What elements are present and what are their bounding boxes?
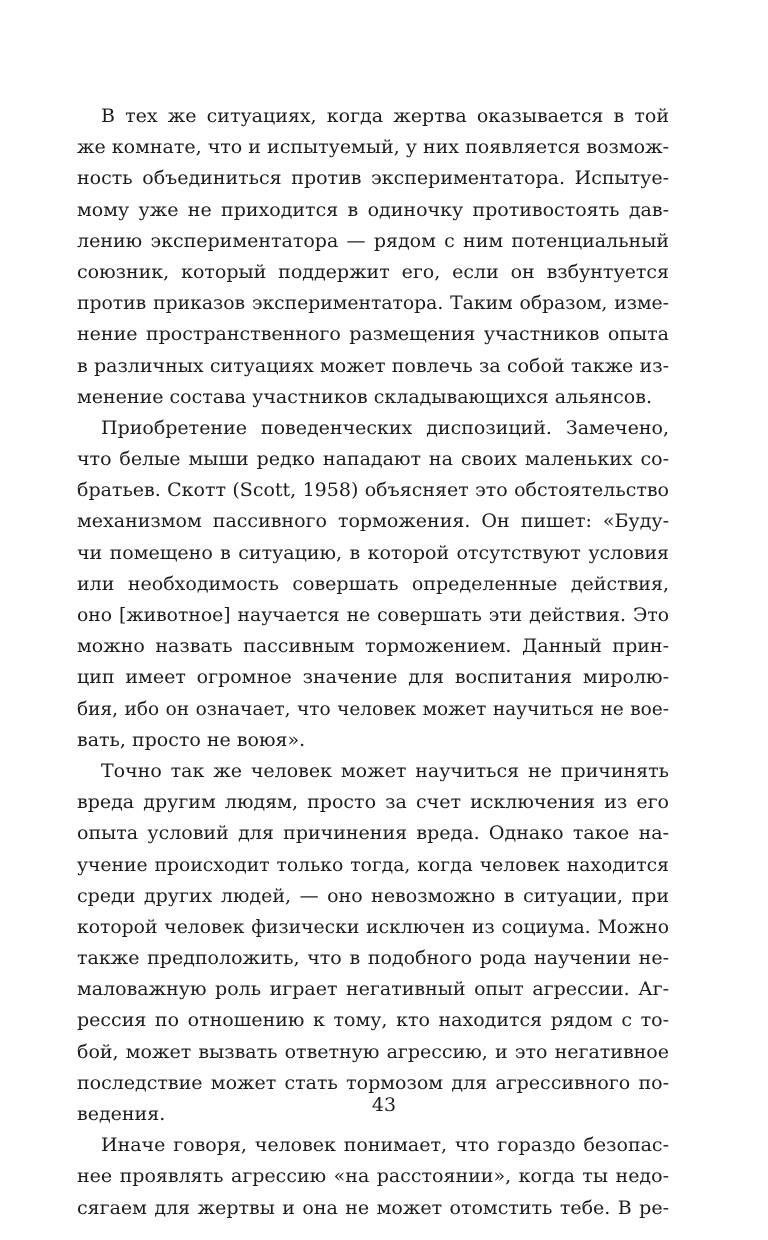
text-line: Иначе говоря, человек понимает, что гораздо безопас-	[101, 1134, 669, 1157]
text-line: вать, просто не воюя».	[77, 728, 306, 751]
text-line: маловажную роль играет негативный опыт агрессии. Аг-	[77, 978, 669, 1001]
text-line: также предположить, что в подобного рода научении не-	[77, 947, 669, 970]
text-line: последствие может стать тормозом для агрессивного по-	[77, 1071, 669, 1094]
text-line: можно назвать пассивным торможением. Данный прин-	[77, 635, 669, 658]
text-line: чи помещено в ситуацию, в которой отсутствуют условия	[77, 541, 669, 564]
text-line: лению экспериментатора — рядом с ним потенциальный	[77, 229, 669, 252]
page-number: 43	[371, 1094, 397, 1116]
text-line: учение происходит только тогда, когда человек находится	[77, 854, 669, 876]
text-line: механизмом пассивного торможения. Он пишет: «Буду-	[77, 510, 669, 533]
text-line: в различных ситуациях может повлечь за собой также из-	[77, 354, 669, 377]
text-line: нение пространственного размещения участников опыта	[77, 323, 669, 346]
text-line: что белые мыши редко нападают на своих маленьких со-	[77, 448, 669, 471]
text-line: среди других людей, — оно невозможно в ситуации, при	[77, 884, 669, 907]
text-line: бой, может вызвать ответную агрессию, и это негативное	[77, 1040, 669, 1063]
text-line: нее проявлять агрессию «на расстоянии», когда ты недо-	[77, 1165, 669, 1188]
text-line: Точно так же человек может научиться не причинять	[101, 759, 669, 782]
text-line: сягаем для жертвы и она не может отомстить тебе. В ре-	[77, 1196, 669, 1219]
text-line: союзник, который поддержит его, если он взбунтуется	[77, 260, 669, 283]
text-line: ведения.	[77, 1103, 166, 1125]
text-line: же комнате, что и испытуемый, у них появляется возмож-	[77, 136, 669, 159]
text-line: братьев. Скотт (Scott, 1958) объясняет это обстоятельство	[77, 479, 669, 502]
text-line: Приобретение поведенческих диспозиций. Замечено,	[101, 416, 669, 439]
text-line: цип имеет огромное значение для воспитания миролю-	[77, 666, 669, 689]
text-line: ность объединиться против экспериментатора. Испытуе-	[77, 167, 669, 190]
text-line: бия, ибо он означает, что человек может научиться не вое-	[77, 698, 669, 720]
body-text	[77, 101, 669, 1224]
text-line: против приказов экспериментатора. Таким образом, изме-	[77, 293, 669, 315]
text-line: опыта условий для причинения вреда. Однако такое на-	[77, 822, 669, 845]
text-line: менение состава участников складывающихся альянсов.	[77, 385, 652, 408]
text-line: оно [животное] научается не совершать эти действия. Это	[77, 605, 669, 626]
text-line: или необходимость совершать определенные действия,	[77, 572, 669, 595]
text-line: мому уже не приходится в одиночку противостоять дав-	[77, 198, 669, 221]
text-line: В тех же ситуациях, когда жертва оказывается в той	[101, 105, 669, 127]
text-line: рессия по отношению к тому, кто находится рядом с то-	[77, 1009, 669, 1032]
text-line: которой человек физически исключен из социума. Можно	[77, 916, 669, 938]
text-line: вреда другим людям, просто за счет исключения из его	[77, 791, 669, 814]
